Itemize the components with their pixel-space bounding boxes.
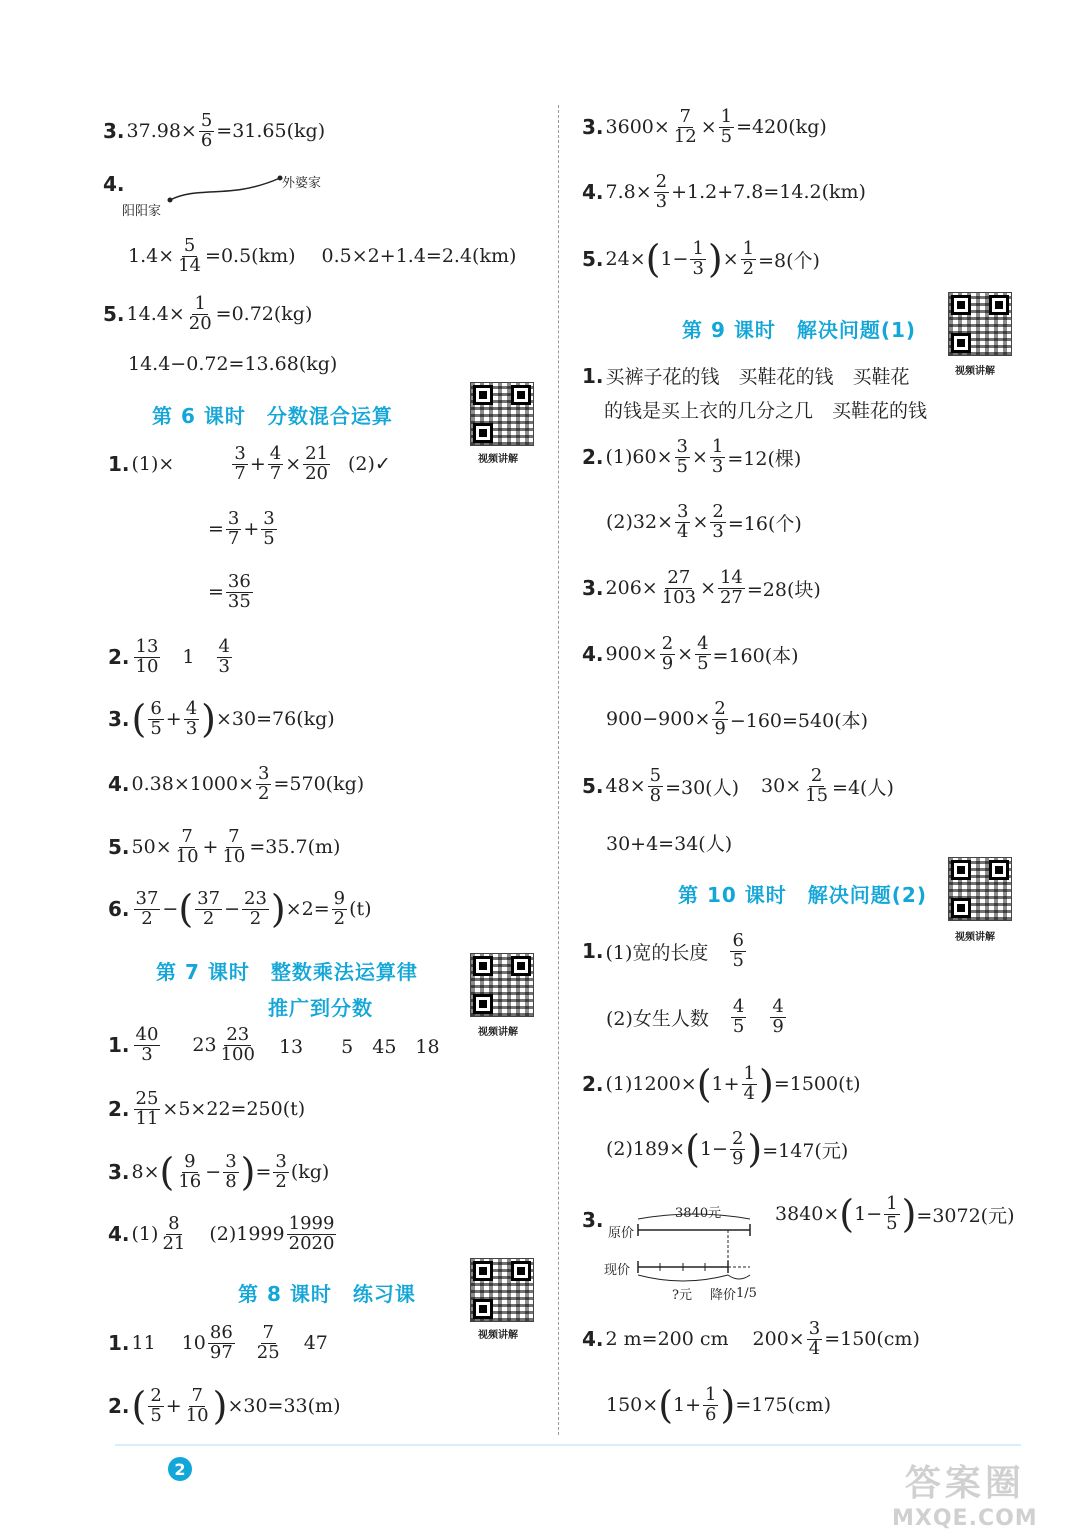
l7-q2: 2. $\frac{25}{11}$ ×5×22=250(t) — [108, 1088, 306, 1129]
l9-q5b: 30+4=34(人) — [606, 833, 733, 855]
fraction: $\frac{5}{6}$ — [200, 110, 213, 151]
diagram-original-label: 原价 — [608, 1226, 635, 1241]
column-divider — [558, 105, 559, 1435]
l7-q3: 3. 8× ( $\frac{9}{16}$ − $\frac{3}{8}$ ) = $\frac{3}{2}$ (kg) — [108, 1150, 330, 1195]
footer-rule — [115, 1444, 1021, 1446]
l6-q4: 4. 0.38×1000× $\frac{3}{2}$ =570(kg) — [108, 763, 365, 804]
qr-code-icon[interactable] — [470, 953, 534, 1017]
qr-code-icon[interactable] — [948, 292, 1012, 356]
l10-q3-calc: 3840× ( 1− $\frac{1}{5}$ ) =3072(元) — [775, 1192, 1015, 1237]
l9-q2b: (2)32× $\frac{3}{4}$ × $\frac{2}{3}$ =16(个) — [606, 501, 802, 542]
l10-q4a: 4. 2 m=200 cm 200× $\frac{3}{4}$ =150(cm) — [582, 1318, 920, 1359]
lesson-7-subtitle: 推广到分数 — [268, 996, 373, 1020]
lesson-10-title: 第 10 课时 解决问题(2) — [678, 883, 927, 907]
l6-q2: 2. $\frac{13}{10}$ 1 $\frac{4}{3}$ — [108, 636, 230, 677]
l8-q1: 1. 11 10 $\frac{86}{97}$ $\frac{7}{25}$ 47 — [108, 1322, 328, 1363]
left-q5: 5. 14.4× $\frac{1}{20}$ =0.72(kg) — [103, 293, 313, 334]
l6-q6: 6. $\frac{37}{2}$ − ( $\frac{37}{2}$ − $\frac{23}{2}$ ) ×2= $\frac{9}{2}$ (t) — [108, 887, 372, 932]
left-q5-line2: 14.4−0.72=13.68(kg) — [128, 353, 338, 375]
qr-code-icon[interactable] — [470, 382, 534, 446]
route-end-label: 外婆家 — [282, 176, 322, 191]
qr-label: 视频讲解 — [955, 366, 995, 377]
l9-q3: 3. 206× $\frac{27}{103}$ × $\frac{14}{27}$ =28(块) — [582, 567, 821, 608]
qr-label: 视频讲解 — [478, 1330, 518, 1341]
l10-q2b: (2)189× ( 1− $\frac{2}{9}$ ) =147(元) — [606, 1127, 849, 1172]
l9-q4b: 900−900× $\frac{2}{9}$ −160=540(本) — [606, 698, 869, 739]
diagram-total-label: 3840元 — [675, 1206, 722, 1221]
watermark-logo: 答案圈 MXQE.COM — [892, 1463, 1038, 1531]
lesson-9-title: 第 9 课时 解决问题(1) — [682, 318, 917, 342]
qr-label: 视频讲解 — [478, 454, 518, 465]
diagram-drop-label: 降价 1/5 — [710, 1286, 757, 1303]
qr-code-icon[interactable] — [948, 857, 1012, 921]
l9-q1-line2: 的钱是买上衣的几分之几 买鞋花的钱 — [604, 400, 928, 422]
l10-q1b: (2)女生人数 $\frac{4}{5}$ $\frac{4}{9}$ — [606, 996, 784, 1037]
l6-q1-step3: = $\frac{36}{35}$ — [208, 571, 251, 612]
left-q4-calc: 1.4× $\frac{5}{14}$ =0.5(km) 0.5×2+1.4=2.4(km) — [128, 235, 517, 276]
lesson-7-title: 第 7 课时 整数乘法运算律 — [156, 960, 418, 984]
l9-q2a: 2. (1)60× $\frac{3}{5}$ × $\frac{1}{3}$ =12(棵) — [582, 436, 802, 477]
page-number: 2 — [168, 1457, 192, 1481]
qr-code-icon[interactable] — [470, 1258, 534, 1322]
l6-q1-step2: = $\frac{3}{7}$ + $\frac{3}{5}$ — [208, 508, 275, 549]
l9-q4a: 4. 900× $\frac{2}{9}$ × $\frac{4}{5}$ =160(本) — [582, 633, 799, 674]
l10-q2a: 2. (1)1200× ( 1+ $\frac{1}{4}$ ) =1500(t) — [582, 1062, 861, 1107]
left-q4-num: 4. — [103, 172, 125, 196]
l7-q4: 4. (1) $\frac{8}{21}$ (2)1999 $\frac{1999}{2020}$ — [108, 1213, 335, 1254]
l9-q5a: 5. 48× $\frac{5}{8}$ =30(人) 30× $\frac{2}{15}$ =4(人) — [582, 765, 894, 806]
route-start-label: 阳阳家 — [122, 204, 162, 219]
left-q3: 3. 37.98× $\frac{5}{6}$ =31.65(kg) — [103, 110, 326, 151]
right-q3: 3. 3600× $\frac{7}{12}$ × $\frac{1}{5}$ =420(kg) — [582, 106, 827, 147]
l6-q3: 3. ( $\frac{6}{5}$ + $\frac{4}{3}$ ) ×30=76(kg) — [108, 697, 335, 742]
l10-q3-num: 3. — [582, 1208, 604, 1232]
right-q4: 4. 7.8× $\frac{2}{3}$ +1.2+7.8=14.2(km) — [582, 171, 866, 212]
right-q5: 5. 24× ( 1− $\frac{1}{3}$ ) × $\frac{1}{2}$ =8(个) — [582, 237, 820, 282]
l9-q1: 1. 买裤子花的钱 买鞋花的钱 买鞋花 — [582, 363, 910, 388]
qr-label: 视频讲解 — [955, 932, 995, 943]
l7-q1: 1. $\frac{40}{3}$ 23 $\frac{23}{100}$ 13 5 45 18 — [108, 1024, 440, 1065]
l10-q1a: 1. (1)宽的长度 $\frac{6}{5}$ — [582, 930, 744, 971]
lesson-6-title: 第 6 课时 分数混合运算 — [152, 404, 393, 428]
diagram-unknown-label: ?元 — [672, 1288, 692, 1303]
l6-q5: 5. 50× $\frac{7}{10}$ + $\frac{7}{10}$ =35.7(m) — [108, 826, 341, 867]
lesson-8-title: 第 8 课时 练习课 — [238, 1282, 416, 1306]
l8-q2: 2. ( $\frac{2}{5}$ + $\frac{7}{10}$ ) ×30=33(m) — [108, 1384, 341, 1429]
l10-q4b: 150× ( 1+ $\frac{1}{6}$ ) =175(cm) — [606, 1383, 831, 1428]
l6-q1: 1. (1)× $\frac{3}{7}$ + $\frac{4}{7}$ × $\frac{21}{20}$ (2)✓ — [108, 443, 391, 484]
diagram-current-label: 现价 — [604, 1263, 631, 1278]
qr-label: 视频讲解 — [478, 1027, 518, 1038]
